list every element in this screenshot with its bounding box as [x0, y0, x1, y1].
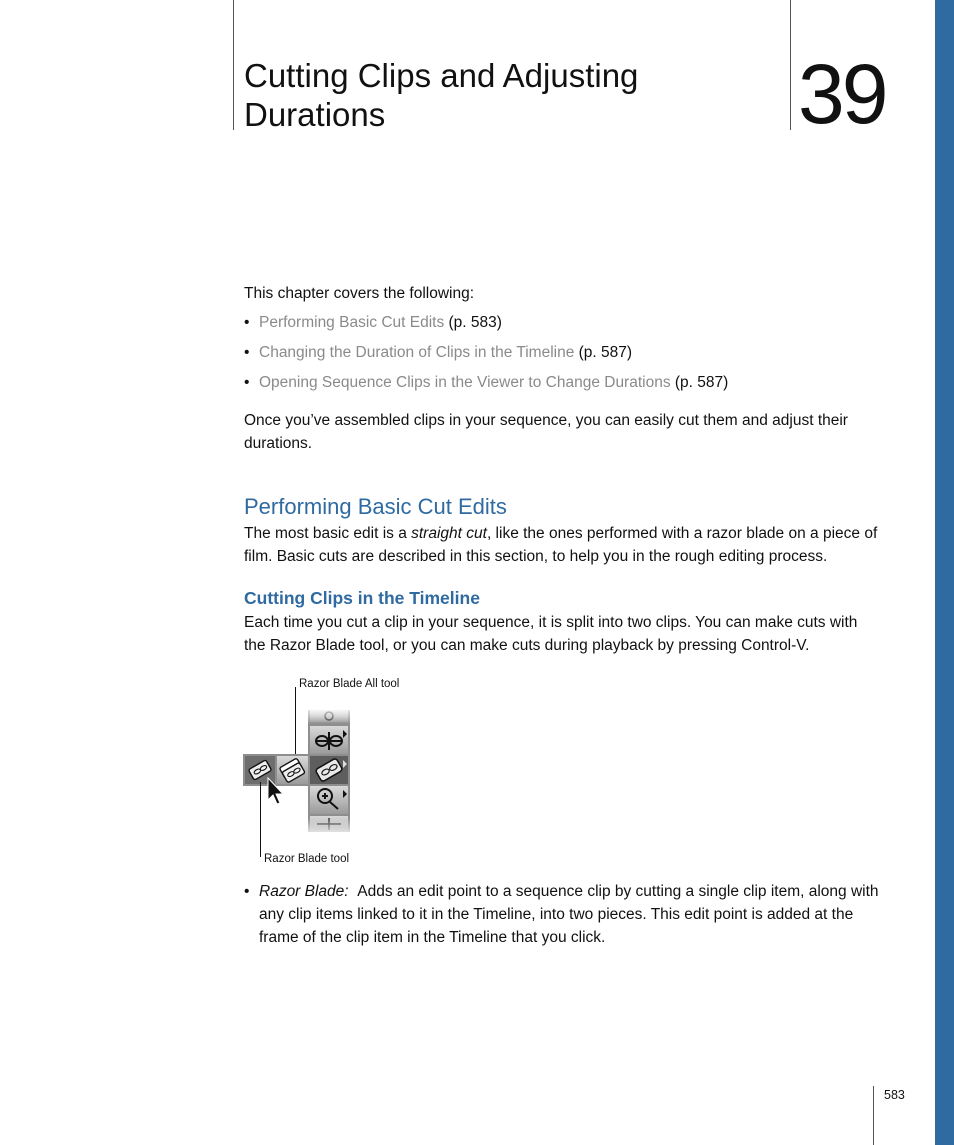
bullet-body	[259, 880, 884, 949]
fade-top	[303, 708, 353, 724]
list-item	[244, 342, 728, 372]
toc-link-opening-sequence-clips[interactable]: Opening Sequence Clips in the Viewer to Change Durations	[259, 374, 671, 391]
section-heading-basic-cut-edits: Performing Basic Cut Edits	[244, 494, 507, 519]
toc-page-ref: (p. 587)	[574, 344, 633, 361]
side-tab-bar	[935, 0, 954, 1145]
intro-lead: This chapter covers the following:	[244, 285, 475, 302]
list-item	[244, 372, 728, 402]
toc-link-changing-duration[interactable]: Changing the Duration of Clips in the Timeline	[259, 344, 575, 361]
toc-page-ref: (p. 587)	[670, 374, 729, 391]
razor-blade-bullet	[244, 880, 884, 949]
section1-paragraph	[244, 522, 880, 568]
section2-paragraph: Each time you cut a clip in your sequence, it is split into two clips. You can make cuts with the Razor Blade tool, or you can make cuts during playback by pressing Control-V.	[244, 614, 858, 654]
section1-text-start: The most basic edit is a	[244, 525, 412, 542]
chapter-contents-list	[244, 312, 728, 402]
footer-rule	[873, 1086, 874, 1145]
bullet-marker: •	[244, 314, 250, 331]
section-heading-cutting-clips: Cutting Clips in the Timeline	[244, 588, 480, 608]
intro-summary: Once you’ve assembled clips in your sequence, you can easily cut them and adjust their durations.	[244, 412, 848, 452]
fade-bottom	[303, 818, 353, 835]
section1-text-end: , like the ones performed with a razor blade on a piece of film. Basic cuts are described in this section, to help you in the rough editing process.	[244, 525, 878, 565]
bullet-marker: •	[244, 374, 250, 391]
bullet-marker: •	[244, 344, 250, 361]
toc-link-basic-cut-edits[interactable]: Performing Basic Cut Edits	[259, 314, 445, 331]
page-number: 583	[884, 1088, 905, 1102]
toc-page-ref: (p. 583)	[444, 314, 502, 331]
chapter-number: 39	[798, 47, 886, 141]
callout-razor-blade: Razor Blade tool	[264, 853, 350, 865]
callout-leader-bottom	[260, 782, 261, 857]
list-item	[244, 312, 728, 342]
header-rule-left	[233, 0, 234, 130]
chapter-title: Cutting Clips and Adjusting Durations	[244, 57, 639, 133]
callout-razor-blade-all: Razor Blade All tool	[299, 678, 400, 690]
section1-term: straight cut	[411, 525, 487, 542]
bullet-term: Razor Blade:	[259, 883, 349, 900]
bullet-marker: •	[244, 883, 250, 900]
header-rule-right	[790, 0, 791, 130]
bullet-text: Adds an edit point to a sequence clip by cutting a single clip item, along with any clip items linked to it in the Timeline, into two pieces. This edit point is added at the frame of the clip item in the Timeline that you click.	[259, 883, 879, 946]
